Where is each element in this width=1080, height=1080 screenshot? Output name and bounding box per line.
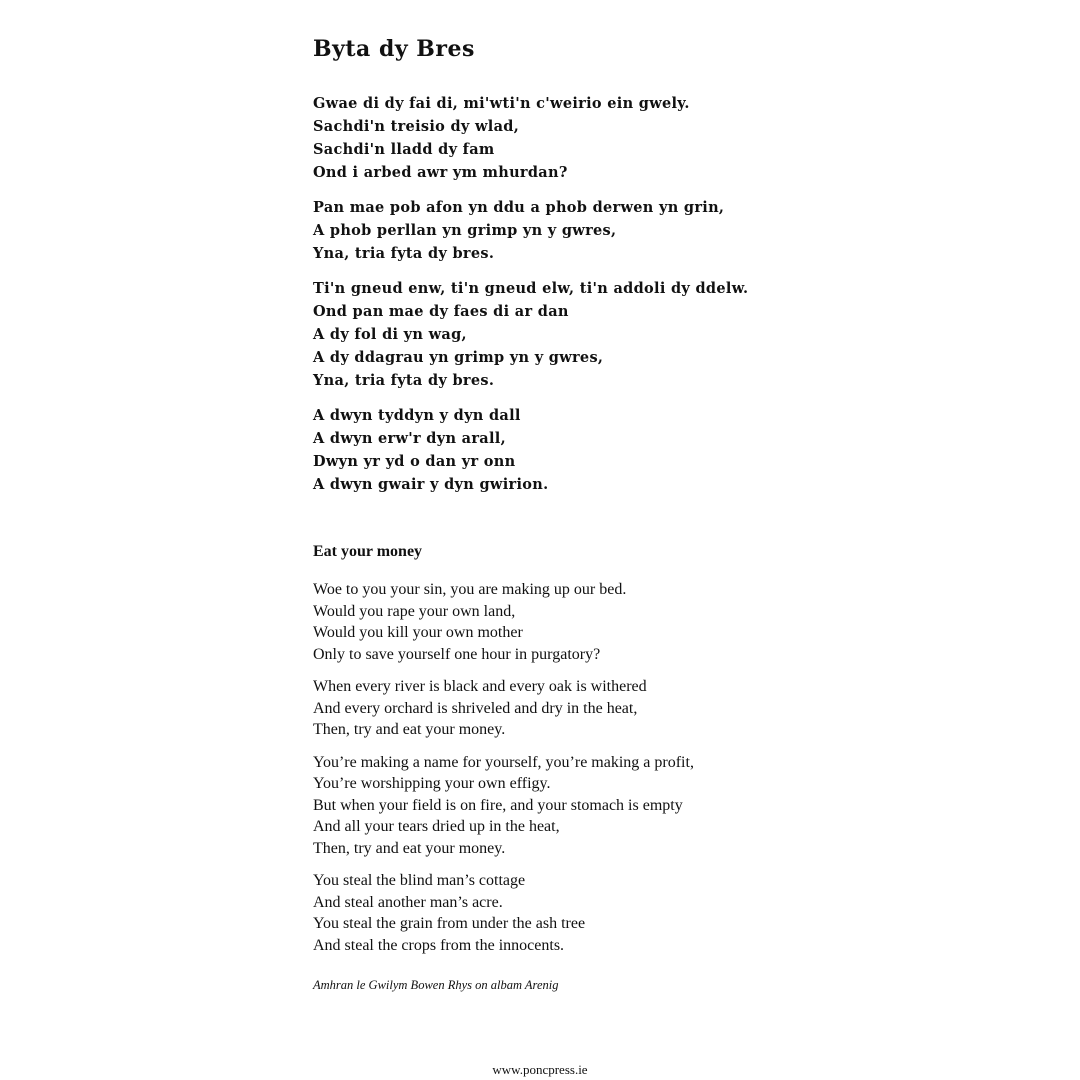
- welsh-poem-title: Byta dy Bres: [313, 36, 475, 62]
- english-stanza-3: [313, 752, 833, 860]
- poem-line: Would you kill your own mother: [313, 624, 523, 641]
- poem-line: A dwyn tyddyn y dyn dall: [313, 407, 521, 424]
- poem-line: Yna, tria fyta dy bres.: [313, 245, 495, 262]
- poem-line: Woe to you your sin, you are making up our bed.: [313, 581, 627, 598]
- poem-line: A phob perllan yn grimp yn y gwres,: [313, 222, 617, 239]
- welsh-stanza-3: [313, 277, 833, 392]
- poem-line: When every river is black and every oak is withered: [313, 678, 647, 695]
- poem-line: Gwae di dy fai di, mi'wti'n c'weirio ein gwely.: [313, 95, 690, 112]
- poem-line: And all your tears dried up in the heat,: [313, 818, 560, 835]
- poem-line: You steal the grain from under the ash tree: [313, 915, 586, 932]
- english-stanza-1: [313, 579, 833, 665]
- poem-line: And steal another man’s acre.: [313, 893, 503, 911]
- poem-line: And every orchard is shriveled and dry in the heat,: [313, 699, 638, 717]
- poem-line: Yna, tria fyta dy bres.: [313, 372, 495, 389]
- poem-line: Ond i arbed awr ym mhurdan?: [313, 164, 568, 181]
- welsh-stanza-1: [313, 92, 833, 184]
- welsh-stanza-4: [313, 404, 833, 496]
- poem-line: A dwyn erw'r dyn arall,: [313, 430, 506, 447]
- poem-line: Pan mae pob afon yn ddu a phob derwen yn grin,: [313, 199, 725, 216]
- poem-line: Only to save yourself one hour in purgatory?: [313, 645, 601, 663]
- poem-line: Would you rape your own land,: [313, 602, 516, 620]
- welsh-stanza-2: [313, 196, 833, 265]
- poem-line: A dwyn gwair y dyn gwirion.: [313, 476, 549, 493]
- poem-line: Ond pan mae dy faes di ar dan: [313, 303, 569, 320]
- poem-line: You’re worshipping your own effigy.: [313, 775, 551, 792]
- poem-line: But when your field is on fire, and your stomach is empty: [313, 796, 683, 814]
- poem-line: Dwyn yr yd o dan yr onn: [313, 453, 516, 470]
- poem-line: A dy fol di yn wag,: [313, 326, 467, 343]
- poem-line: You’re making a name for yourself, you’re making a profit,: [313, 753, 694, 771]
- song-credit: Amhran le Gwilym Bowen Rhys on albam Arenig: [313, 978, 559, 992]
- english-poem-title: Eat your money: [313, 543, 423, 560]
- poem-line: Sachdi'n lladd dy fam: [313, 141, 495, 158]
- poem-line: You steal the blind man’s cottage: [313, 872, 526, 889]
- poem-line: Then, try and eat your money.: [313, 839, 506, 857]
- poem-page: [313, 30, 833, 994]
- poem-line: Ti'n gneud enw, ti'n gneud elw, ti'n addoli dy ddelw.: [313, 280, 749, 297]
- english-stanza-4: [313, 870, 833, 956]
- poem-line: A dy ddagrau yn grimp yn y gwres,: [313, 349, 604, 366]
- english-stanza-2: [313, 676, 833, 741]
- poem-line: And steal the crops from the innocents.: [313, 936, 565, 954]
- footer-website: www.poncpress.ie: [492, 1062, 588, 1077]
- poem-line: Then, try and eat your money.: [313, 721, 506, 738]
- poem-line: Sachdi'n treisio dy wlad,: [313, 118, 520, 135]
